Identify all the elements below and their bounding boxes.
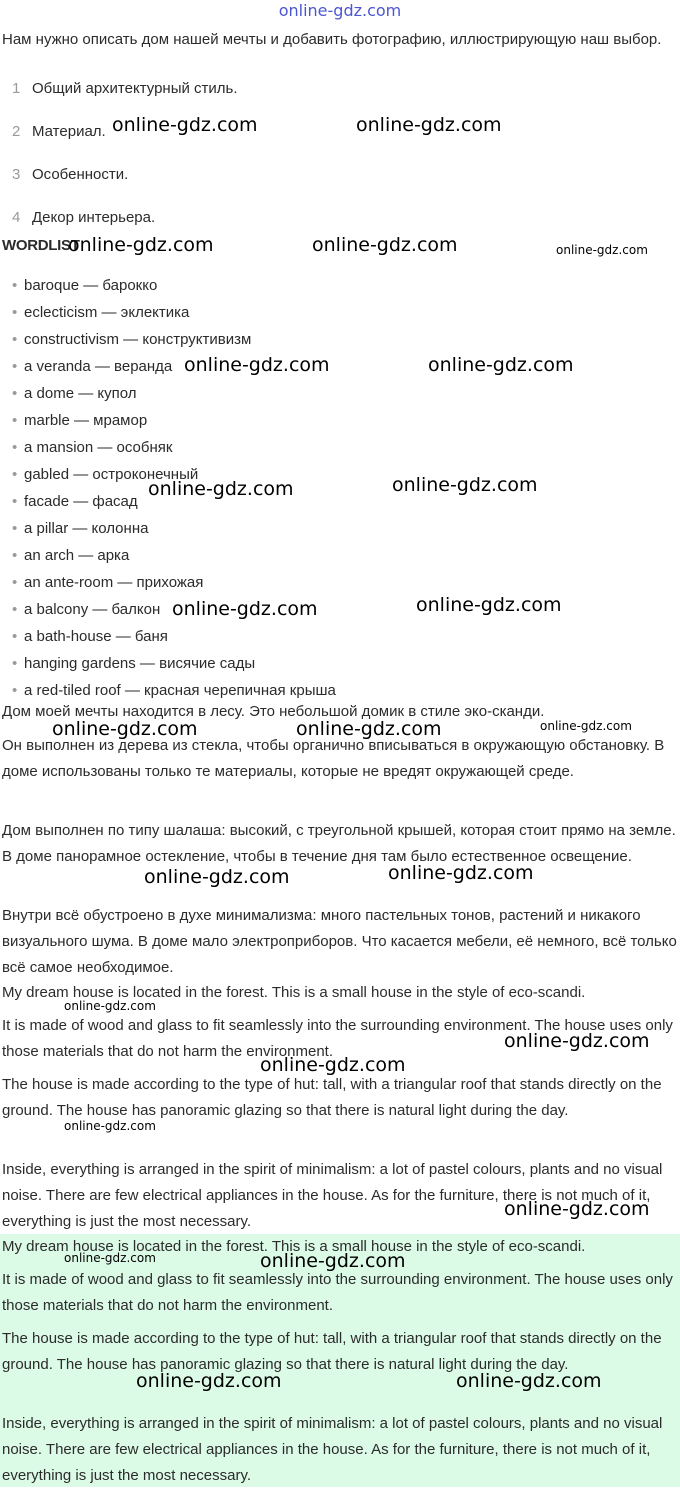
russian-paragraph: Внутри всё обустроено в духе минимализма: много пастельных тонов, растений и никакого визуального шума. В доме мало электроприборов. Что касается мебели, её немного, всё только всё самое необходимое. (2, 907, 677, 976)
watermark: online-gdz.com (356, 114, 502, 136)
wordlist-item (12, 384, 137, 404)
english-paragraph-highlighted: Inside, everything is arranged in the spirit of minimalism: a lot of pastel colours, plants and no visual noise. There are few electrical appliances in the house. As for the furniture, there is not much of it, everything is just the most necessary. (2, 1415, 663, 1484)
wordlist-item (12, 546, 129, 566)
wordlist-text: facade — фасад (24, 493, 138, 510)
wordlist-text: an arch — арка (24, 547, 130, 564)
russian-paragraph: Дом моей мечты находится в лесу. Это небольшой домик в стиле эко-сканди. (2, 703, 545, 720)
watermark: online-gdz.com (172, 598, 318, 620)
plan-item (12, 165, 128, 185)
watermark: online-gdz.com (260, 1054, 406, 1076)
wordlist-text: a mansion — особняк (24, 439, 173, 456)
wordlist-text: constructivism — конструктивизм (24, 331, 252, 348)
site-header-link[interactable]: online-gdz.com (278, 1, 402, 20)
watermark: online-gdz.com (296, 718, 442, 740)
bullet-icon: • (12, 628, 18, 645)
wordlist-text: an ante-room — прихожая (24, 574, 204, 591)
plan-item (12, 208, 155, 228)
bullet-icon: • (12, 493, 18, 510)
plan-number: 4 (12, 209, 21, 226)
wordlist-item (12, 438, 172, 458)
watermark: online-gdz.com (184, 354, 330, 376)
wordlist-text: a balcony — балкон (24, 601, 161, 618)
bullet-icon: • (12, 601, 18, 618)
plan-item (12, 122, 106, 142)
plan-number: 1 (12, 80, 21, 97)
watermark: online-gdz.com (504, 1198, 650, 1220)
wordlist-text: a bath-house — баня (24, 628, 168, 645)
bullet-icon: • (12, 331, 18, 348)
bullet-icon: • (12, 439, 18, 456)
watermark: online-gdz.com (52, 718, 198, 740)
plan-number: 2 (12, 123, 21, 140)
wordlist-text: gabled — остроконечный (24, 466, 199, 483)
watermark: online-gdz.com (416, 594, 562, 616)
wordlist-text: marble — мрамор (24, 412, 148, 429)
wordlist-item (12, 654, 255, 674)
wordlist-item (12, 330, 251, 350)
watermark: online-gdz.com (540, 719, 632, 733)
watermark: online-gdz.com (428, 354, 574, 376)
english-paragraph: The house is made according to the type of hut: tall, with a triangular roof that stands directly on the ground. The house has panoramic glazing so that there is natural light during the day. (2, 1076, 662, 1119)
russian-paragraph: Дом выполнен по типу шалаша: высокий, с треугольной крышей, которая стоит прямо на земле. В доме панорамное остекление, чтобы в течение дня там было естественное освещение. (2, 822, 676, 865)
english-paragraph-highlighted: The house is made according to the type of hut: tall, with a triangular roof that stands directly on the ground. The house has panoramic glazing so that there is natural light during the day. (2, 1330, 662, 1373)
wordlist-item (12, 276, 157, 296)
russian-paragraph: Он выполнен из дерева из стекла, чтобы органично вписываться в окружающую обстановку. В доме использованы только те материалы, которые не вредят окружающей среде. (2, 737, 665, 780)
bullet-icon: • (12, 682, 18, 699)
plan-text: Декор интерьера. (32, 209, 156, 226)
watermark: online-gdz.com (144, 866, 290, 888)
wordlist-item (12, 411, 147, 431)
watermark: online-gdz.com (388, 862, 534, 884)
wordlist-item (12, 303, 189, 323)
wordlist-item (12, 600, 160, 620)
wordlist-text: a red-tiled roof — красная черепичная крыша (24, 682, 336, 699)
watermark: online-gdz.com (64, 1119, 156, 1133)
bullet-icon: • (12, 304, 18, 321)
task-intro: Нам нужно описать дом нашей мечты и добавить фотографию, иллюстрирующую наш выбор. (2, 31, 662, 48)
bullet-icon: • (12, 520, 18, 537)
plan-text: Особенности. (32, 166, 129, 183)
bullet-icon: • (12, 547, 18, 564)
watermark: online-gdz.com (456, 1370, 602, 1392)
plan-number: 3 (12, 166, 21, 183)
wordlist-text: a pillar — колонна (24, 520, 149, 537)
english-paragraph: It is made of wood and glass to fit seamlessly into the surrounding environment. The house uses only those materials that do not harm the environment. (2, 1017, 673, 1060)
watermark: online-gdz.com (68, 234, 214, 256)
watermark: online-gdz.com (504, 1030, 650, 1052)
watermark: online-gdz.com (148, 478, 294, 500)
english-paragraph: Inside, everything is arranged in the spirit of minimalism: a lot of pastel colours, plants and no visual noise. There are few electrical appliances in the house. As for the furniture, there is not much of it, everything is just the most necessary. (2, 1161, 663, 1230)
bullet-icon: • (12, 655, 18, 672)
wordlist-text: baroque — барокко (24, 277, 158, 294)
english-paragraph: My dream house is located in the forest. This is a small house in the style of eco-scandi. (2, 984, 586, 1001)
bullet-icon: • (12, 358, 18, 375)
wordlist-text: a veranda — веранда (24, 358, 173, 375)
plan-item (12, 79, 238, 99)
wordlist-text: a dome — купол (24, 385, 137, 402)
bullet-icon: • (12, 385, 18, 402)
english-paragraph-highlighted: My dream house is located in the forest. This is a small house in the style of eco-scandi. (2, 1238, 586, 1255)
bullet-icon: • (12, 277, 18, 294)
bullet-icon: • (12, 412, 18, 429)
english-paragraph-highlighted: It is made of wood and glass to fit seamlessly into the surrounding environment. The house uses only those materials that do not harm the environment. (2, 1271, 673, 1314)
wordlist-item (12, 492, 138, 512)
bullet-icon: • (12, 574, 18, 591)
watermark: online-gdz.com (64, 1251, 156, 1265)
wordlist-text: hanging gardens — висячие сады (24, 655, 256, 672)
watermark: online-gdz.com (556, 243, 648, 257)
wordlist-text: eclecticism — эклектика (24, 304, 190, 321)
watermark: online-gdz.com (136, 1370, 282, 1392)
watermark: online-gdz.com (312, 234, 458, 256)
watermark: online-gdz.com (260, 1250, 406, 1272)
watermark: online-gdz.com (64, 999, 156, 1013)
wordlist-item (12, 681, 336, 701)
wordlist-item (12, 357, 172, 377)
wordlist-item (12, 627, 168, 647)
wordlist-item (12, 573, 203, 593)
wordlist-heading: WORDLIST (2, 237, 80, 254)
watermark: online-gdz.com (392, 474, 538, 496)
wordlist-item (12, 519, 148, 539)
watermark: online-gdz.com (112, 114, 258, 136)
plan-text: Материал. (32, 123, 106, 140)
bullet-icon: • (12, 466, 18, 483)
plan-text: Общий архитектурный стиль. (32, 80, 238, 97)
